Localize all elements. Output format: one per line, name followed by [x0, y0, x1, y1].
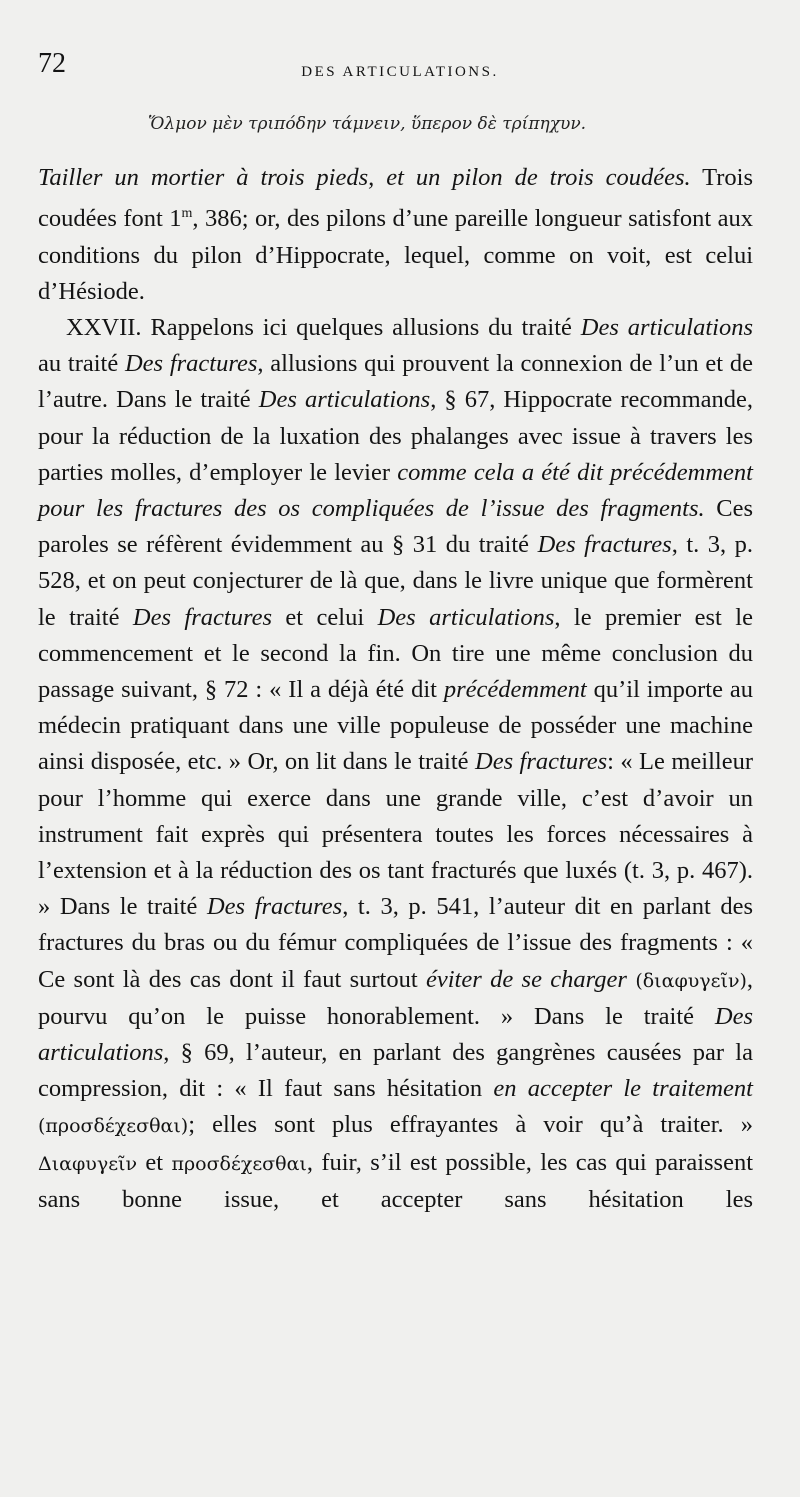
- text-run: , t. 3, p. 541, l’auteur dit en parlant des fractures du bras ou du fémur compliquées de l’issue des fragments : « Ce sont là des cas dont il faut surtout: [38, 893, 754, 993]
- text-run: : « Le meilleur pour l’homme qui exerce dans une grande ville, c’est d’avoir un instrument fait exprès qui présentera toutes les forces nécessaires à l’extension et à la réduction des os tant fracturés que luxés (t. 3, p. 467). » Dans le traité: [38, 748, 753, 921]
- text-run: , allusions qui prouvent la connexion de l’un et de l’autre. Dans le traité: [38, 350, 753, 414]
- page-number: 72: [38, 48, 66, 79]
- text-run: Rappelons ici quelques allusions du traité: [150, 313, 572, 341]
- greek-word: Διαφυγεῖν: [38, 1152, 138, 1175]
- text-run: , § 67, Hippocrate recommande, pour la réduction de la luxation des phalanges avec issue à travers les parties molles, d’employer le levier: [38, 386, 754, 486]
- quoted-italic: comme cela a été dit précédemment pour les fractures des os compliquées de l’issue des fragments.: [38, 458, 753, 522]
- text-run: ; elles sont plus effrayantes à voir qu’à traiter. »: [188, 1111, 753, 1139]
- text-run: qu’il importe au médecin pratiquant dans une ville populeuse de posséder une machine ainsi disposée, etc. » Or, on lit dans le traité: [38, 676, 754, 776]
- treatise-title: Des fractures: [132, 603, 272, 631]
- treatise-title: Des articulations: [258, 386, 431, 414]
- treatise-title: Des fractures: [124, 350, 258, 378]
- text-run: Trois coudées font 1: [38, 164, 753, 233]
- superscript-unit: m: [181, 206, 193, 222]
- treatise-title: Des articulations: [580, 313, 754, 341]
- greek-word: (διαφυγεῖν): [635, 969, 747, 992]
- text-run: , fuir, s’il est possible, les cas qui paraissent sans bonne issue, et accepter sans hésitation les: [38, 1148, 754, 1213]
- text-run: au traité: [38, 350, 119, 378]
- quoted-italic: précédemment: [443, 676, 587, 703]
- text-run: , § 69, l’auteur, en parlant des gangrènes causées par la compression, dit : « Il faut sans hésitation: [38, 1039, 753, 1103]
- treatise-title: Des fractures: [537, 531, 672, 559]
- treatise-title: Des articulations: [377, 603, 555, 631]
- text-run: Ces paroles se réfèrent évidemment au § 31 du traité: [38, 494, 753, 559]
- section-number: XXVII.: [66, 313, 142, 341]
- greek-word: (προσδέχεσθαι): [38, 1115, 189, 1138]
- paragraph-xxvii: [38, 310, 753, 1218]
- text-run: , t. 3, p. 528, et on peut conjecturer de là que, dans le livre unique que formèrent le traité: [38, 531, 754, 631]
- quoted-italic: éviter de se charger: [426, 965, 627, 993]
- text-run: , 386; or, des pilons d’une pareille longueur satisfont aux conditions du pilon d’Hippocrate, lequel, comme on voit, est celui d’Hésiode.: [38, 205, 754, 305]
- treatise-title: Des fractures: [206, 893, 343, 921]
- greek-epigraph: Ὅλμον μὲν τριπόδην τάμνειν, ὕπερον δὲ τρίπηχυν.: [148, 114, 587, 134]
- treatise-title: Des fractures: [475, 748, 608, 776]
- translation-italic: Tailler un mortier à trois pieds, et un pilon de trois coudées.: [38, 164, 691, 191]
- quoted-italic: en accepter le traitement: [493, 1075, 753, 1103]
- paragraph-hesiod: [38, 160, 753, 310]
- running-title: DES ARTICULATIONS.: [301, 64, 499, 80]
- body-text: [38, 160, 753, 1218]
- text-run: et: [145, 1148, 164, 1176]
- text-run: , le premier est le commencement et le second la fin. On tire une même conclusion du passage suivant, § 72 : « Il a déjà été dit: [38, 603, 753, 703]
- text-run: , pourvu qu’on le puisse honorablement. » Dans le traité: [38, 965, 754, 1030]
- text-run: et celui: [285, 603, 365, 631]
- greek-word: προσδέχεσθαι: [171, 1152, 307, 1175]
- treatise-title: Des articulations: [38, 1002, 754, 1067]
